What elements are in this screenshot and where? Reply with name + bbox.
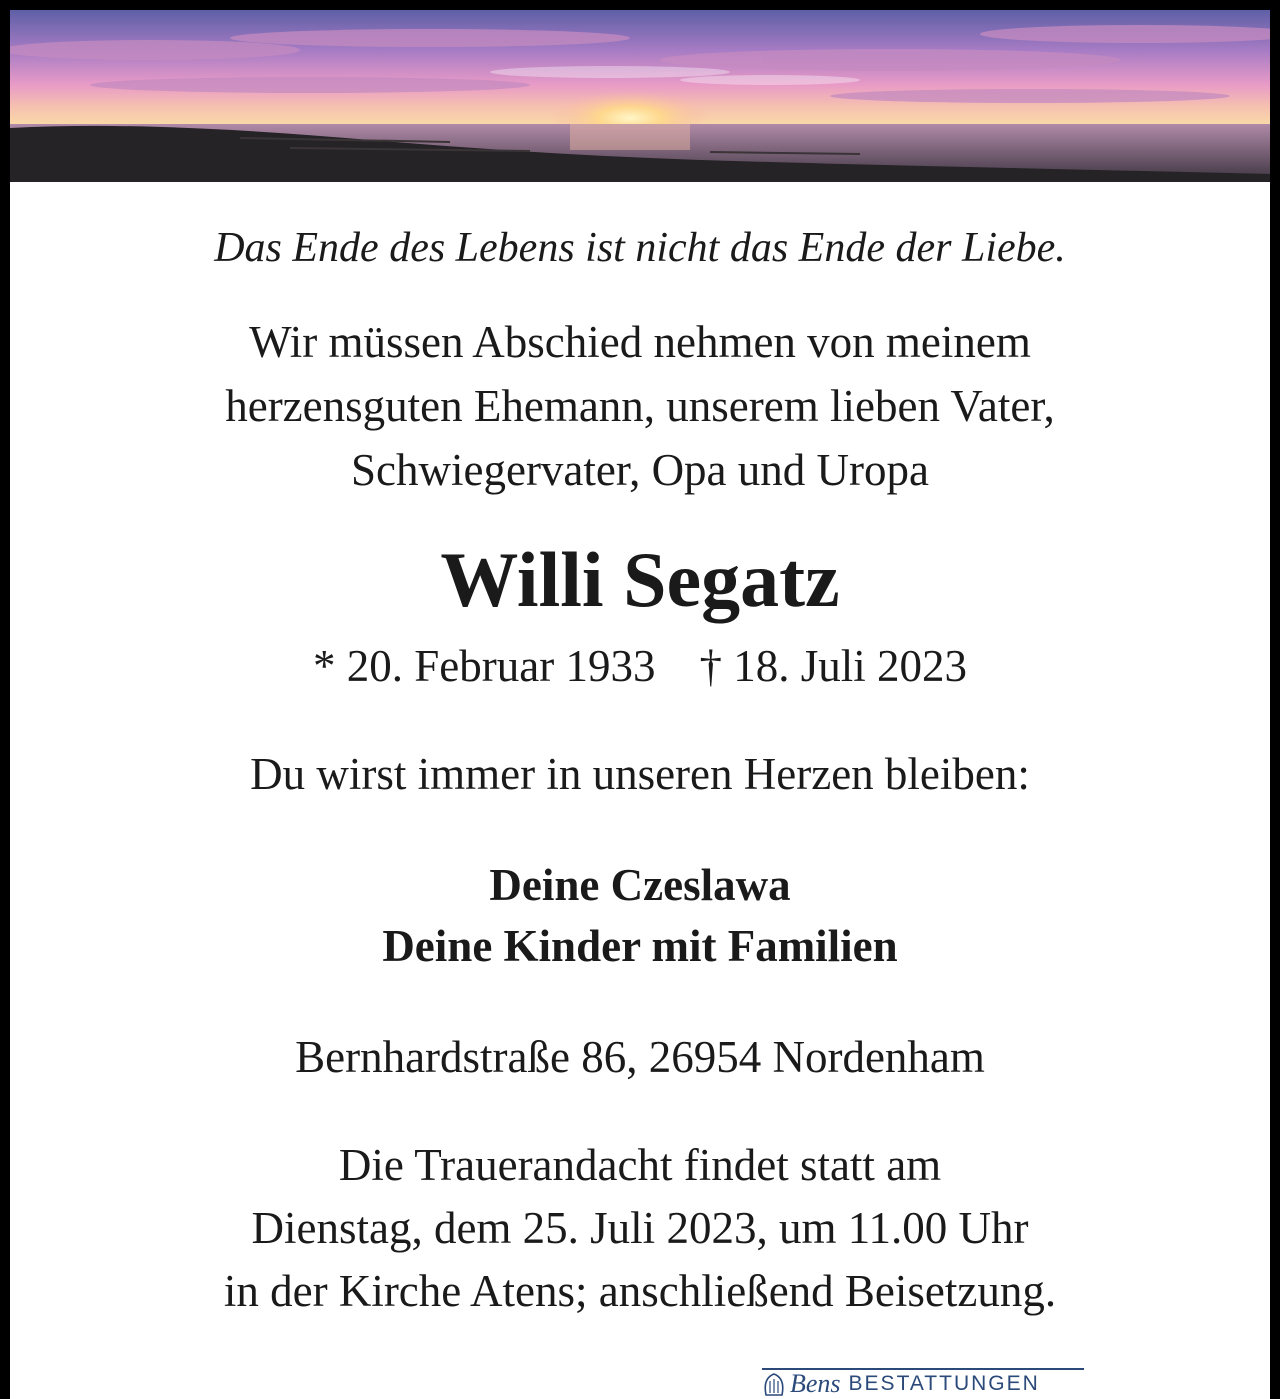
service-info xyxy=(10,1134,1270,1323)
remembrance-line: Du wirst immer in unseren Herzen bleiben: xyxy=(250,749,1030,799)
logo-word: BESTATTUNGEN xyxy=(848,1372,1040,1395)
motto: Das Ende des Lebens ist nicht das Ende der Liebe. xyxy=(214,225,1066,271)
logo-script: Bens xyxy=(790,1369,841,1398)
family-signature xyxy=(10,855,1270,977)
address: Bernhardstraße 86, 26954 Nordenham xyxy=(295,1032,985,1082)
intro-line: Schwiegervater, Opa und Uropa xyxy=(351,445,929,495)
intro-text xyxy=(10,310,1270,502)
death-date: † 18. Juli 2023 xyxy=(699,641,967,691)
birth-date: * 20. Februar 1933 xyxy=(313,641,656,691)
family-line: Deine Czeslawa xyxy=(489,860,791,910)
service-line: Die Trauerandacht findet statt am xyxy=(338,1140,942,1190)
obituary-card xyxy=(10,10,1270,1399)
deceased-name: Willi Segatz xyxy=(440,536,840,623)
funeral-home-logo xyxy=(762,1368,1040,1399)
shell-emblem-icon xyxy=(762,1371,786,1399)
service-line: Dienstag, dem 25. Juli 2023, um 11.00 Uhr xyxy=(251,1203,1029,1253)
intro-line: Wir müssen Abschied nehmen von meinem xyxy=(249,317,1031,367)
intro-line: herzensguten Ehemann, unserem lieben Vater, xyxy=(225,381,1055,431)
life-dates xyxy=(10,635,1270,697)
family-line: Deine Kinder mit Familien xyxy=(382,921,898,971)
sunset-banner-image xyxy=(10,10,1270,182)
service-line: in der Kirche Atens; anschließend Beisetzung. xyxy=(223,1266,1057,1316)
